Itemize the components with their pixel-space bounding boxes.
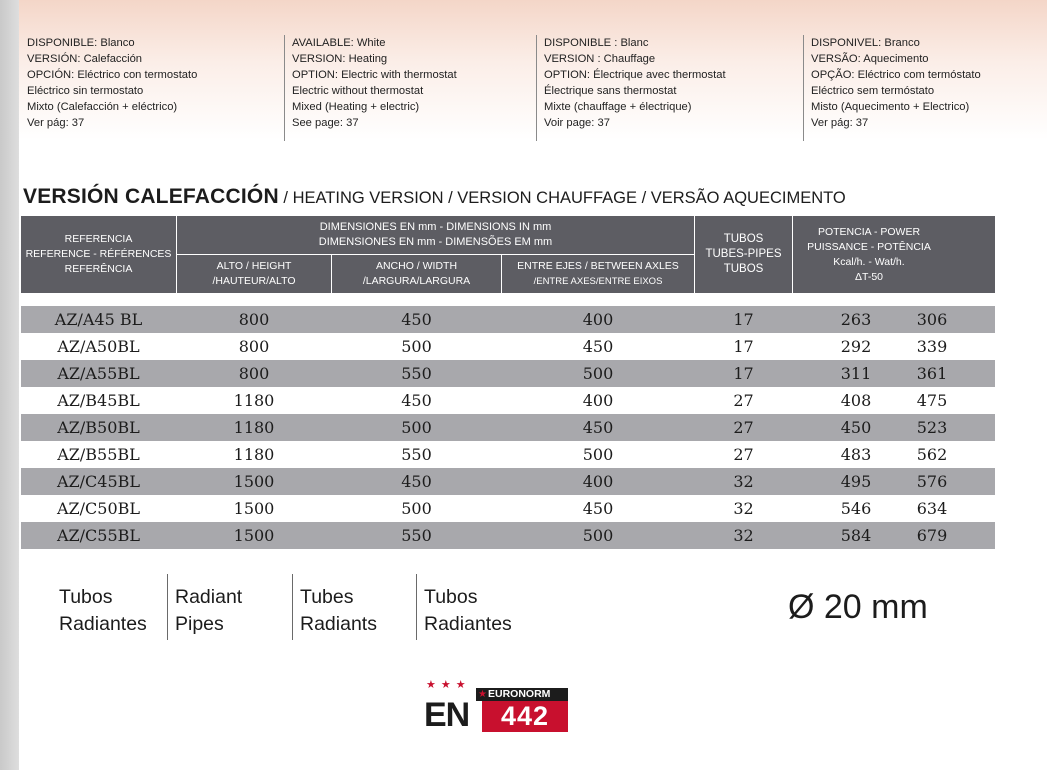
- table-row: [21, 387, 995, 414]
- cell-height: 1500: [233, 499, 275, 518]
- availability-line: OPCIÓN: Eléctrico con termostato: [27, 69, 198, 81]
- availability-line: DISPONIBLE: Blanco: [27, 37, 135, 49]
- star-icon: ★: [478, 689, 487, 700]
- table-row: [21, 441, 995, 468]
- cell-width: 450: [401, 472, 432, 491]
- cell-watt: 634: [916, 499, 948, 518]
- cell-reference: AZ/A45 BL: [54, 310, 143, 329]
- availability-line: DISPONIVEL: Branco: [811, 37, 920, 49]
- availability-line: OPÇÃO: Eléctrico com termóstato: [811, 69, 981, 81]
- tubes-label-line: Radiantes: [424, 613, 512, 635]
- cell-kcal: 292: [840, 337, 872, 356]
- header-text: TUBES-PIPES: [705, 248, 782, 260]
- star-icon: ★★★: [426, 679, 471, 691]
- en442-euronorm-logo: [424, 676, 572, 734]
- header-text: REFERENCIA: [64, 233, 133, 245]
- header-text: DIMENSIONES EN mm - DIMENSÕES EM mm: [318, 236, 553, 248]
- cell-kcal: 546: [840, 499, 872, 518]
- availability-line: AVAILABLE: White: [292, 37, 386, 49]
- tube-diameter: Ø 20 mm: [788, 588, 928, 626]
- table-row: [21, 468, 995, 495]
- header-dimensions: [177, 216, 694, 254]
- availability-line: Électrique sans thermostat: [544, 85, 677, 97]
- header-text: PUISSANCE - POTÊNCIA: [807, 240, 931, 253]
- header-power: [793, 216, 945, 293]
- availability-line: See page: 37: [292, 117, 359, 129]
- tubes-label-line: Tubos: [59, 586, 113, 608]
- cell-axles: 450: [582, 499, 614, 518]
- header-reference: [21, 216, 176, 293]
- cell-watt: 562: [916, 445, 948, 464]
- cell-reference: AZ/B55BL: [57, 445, 140, 464]
- cell-kcal: 584: [840, 526, 872, 545]
- logo-number: 442: [482, 701, 568, 732]
- header-text: Kcal/h. - Wat/h.: [833, 255, 905, 268]
- cell-height: 800: [238, 364, 270, 383]
- tubes-label-line: Pipes: [175, 613, 224, 635]
- cell-tubes: 27: [733, 418, 754, 437]
- availability-pt: [803, 35, 1043, 141]
- cell-watt: 523: [916, 418, 948, 437]
- cell-reference: AZ/C45BL: [56, 472, 141, 491]
- cell-tubes: 17: [733, 337, 754, 356]
- header-width: [332, 255, 501, 293]
- header-text: ENTRE EJES / BETWEEN AXLES: [517, 260, 679, 272]
- table-body: [21, 306, 995, 549]
- cell-kcal: 450: [840, 418, 872, 437]
- availability-line: VERSION: Heating: [292, 53, 388, 65]
- header-text: ANCHO / WIDTH: [375, 260, 458, 272]
- header-tubes: [695, 216, 792, 293]
- cell-watt: 576: [916, 472, 948, 491]
- table-row: [21, 495, 995, 522]
- cell-height: 1180: [233, 391, 275, 410]
- cell-tubes: 27: [733, 445, 754, 464]
- cell-axles: 500: [582, 526, 614, 545]
- availability-line: OPTION: Électrique avec thermostat: [544, 69, 726, 81]
- cell-height: 800: [238, 337, 270, 356]
- tubes-label-pt: [416, 574, 546, 640]
- cell-width: 550: [401, 364, 432, 383]
- cell-reference: AZ/A55BL: [57, 364, 140, 383]
- availability-fr: [536, 35, 802, 141]
- tubes-label-fr: [292, 574, 416, 640]
- availability-line: VERSIÓN: Calefacción: [27, 53, 143, 65]
- availability-line: Ver pág: 37: [27, 117, 85, 129]
- cell-axles: 400: [582, 391, 614, 410]
- tubes-label-line: Tubos: [424, 586, 478, 608]
- availability-line: Eléctrico sem termóstato: [811, 85, 935, 97]
- header-text: DIMENSIONES EN mm - DIMENSIONS IN mm: [319, 221, 552, 233]
- cell-height: 1500: [233, 526, 275, 545]
- cell-tubes: 32: [733, 499, 754, 518]
- cell-height: 1500: [233, 472, 275, 491]
- tubes-label-line: Radiant: [175, 586, 243, 608]
- cell-tubes: 32: [733, 472, 754, 491]
- header-text: TUBOS: [723, 233, 764, 245]
- table-header: [21, 216, 995, 293]
- header-text: /ENTRE AXES/ENTRE EIXOS: [533, 276, 663, 287]
- logo-en-text: EN: [424, 696, 470, 734]
- cell-watt: 679: [916, 526, 948, 545]
- cell-width: 550: [401, 445, 432, 464]
- availability-section: [0, 35, 1047, 141]
- header-axles: [502, 255, 694, 293]
- availability-line: Voir page: 37: [544, 117, 610, 129]
- cell-axles: 500: [582, 445, 614, 464]
- availability-line: Electric without thermostat: [292, 85, 424, 97]
- cell-height: 800: [238, 310, 270, 329]
- availability-en: [284, 35, 534, 141]
- header-text: REFERÊNCIA: [64, 263, 133, 275]
- cell-kcal: 263: [840, 310, 872, 329]
- header-text: ΔT-50: [854, 270, 884, 283]
- table-row: [21, 333, 995, 360]
- cell-reference: AZ/B45BL: [57, 391, 140, 410]
- table-row: [21, 414, 995, 441]
- header-text: REFERENCE - RÉFÉRENCES: [25, 248, 172, 260]
- cell-kcal: 495: [840, 472, 872, 491]
- cell-axles: 450: [582, 418, 614, 437]
- tubes-label-en: [167, 574, 291, 640]
- cell-axles: 500: [582, 364, 614, 383]
- cell-height: 1180: [233, 418, 275, 437]
- cell-width: 550: [401, 526, 432, 545]
- tubes-label-line: Radiantes: [59, 613, 147, 635]
- availability-line: Ver pág: 37: [811, 117, 869, 129]
- header-text: POTENCIA - POWER: [817, 225, 921, 238]
- cell-watt: 475: [916, 391, 948, 410]
- cell-reference: AZ/C50BL: [56, 499, 141, 518]
- availability-line: Eléctrico sin termostato: [27, 85, 144, 97]
- cell-watt: 339: [916, 337, 948, 356]
- cell-width: 500: [401, 337, 432, 356]
- tubes-label-es: [59, 574, 166, 640]
- cell-tubes: 17: [733, 310, 754, 329]
- cell-kcal: 408: [840, 391, 872, 410]
- cell-reference: AZ/C55BL: [56, 526, 141, 545]
- cell-kcal: 311: [840, 364, 872, 383]
- availability-line: VERSION : Chauffage: [544, 53, 656, 65]
- section-heading: [23, 185, 846, 209]
- availability-line: OPTION: Electric with thermostat: [292, 69, 457, 81]
- table-row: [21, 360, 995, 387]
- availability-es: [27, 35, 282, 141]
- cell-reference: AZ/A50BL: [57, 337, 140, 356]
- availability-line: Mixed (Heating + electric): [292, 101, 420, 113]
- cell-width: 500: [401, 499, 432, 518]
- header-text: /LARGURA/LARGURA: [362, 275, 471, 287]
- cell-axles: 400: [582, 310, 614, 329]
- header-text: ALTO / HEIGHT: [216, 260, 292, 272]
- availability-line: DISPONIBLE : Blanc: [544, 37, 649, 49]
- header-text: TUBOS: [723, 263, 764, 275]
- logo-euronorm-text: EURONORM: [488, 688, 551, 700]
- header-height: [177, 255, 331, 293]
- logo-euronorm-bar: [476, 688, 568, 701]
- cell-width: 450: [401, 310, 432, 329]
- heading-main: VERSIÓN CALEFACCIÓN: [23, 185, 279, 208]
- header-text: /HAUTEUR/ALTO: [212, 275, 296, 287]
- cell-tubes: 17: [733, 364, 754, 383]
- cell-height: 1180: [233, 445, 275, 464]
- availability-line: Misto (Aquecimento + Electrico): [811, 101, 970, 113]
- tubes-label-line: Tubes: [300, 586, 354, 608]
- tubes-label-line: Radiants: [300, 613, 377, 635]
- cell-watt: 361: [916, 364, 948, 383]
- table-row: [21, 522, 995, 549]
- cell-kcal: 483: [840, 445, 872, 464]
- cell-width: 450: [401, 391, 432, 410]
- cell-watt: 306: [916, 310, 948, 329]
- heading-translations: / HEATING VERSION / VERSION CHAUFFAGE / VERSÃO AQUECIMENTO: [278, 189, 846, 207]
- cell-axles: 450: [582, 337, 614, 356]
- cell-tubes: 27: [733, 391, 754, 410]
- cell-tubes: 32: [733, 526, 754, 545]
- table-row: [21, 306, 995, 333]
- availability-line: Mixto (Calefacción + eléctrico): [27, 101, 178, 113]
- availability-line: VERSÃO: Aquecimento: [811, 53, 929, 65]
- availability-line: Mixte (chauffage + électrique): [544, 101, 692, 113]
- cell-reference: AZ/B50BL: [57, 418, 140, 437]
- cell-width: 500: [401, 418, 432, 437]
- cell-axles: 400: [582, 472, 614, 491]
